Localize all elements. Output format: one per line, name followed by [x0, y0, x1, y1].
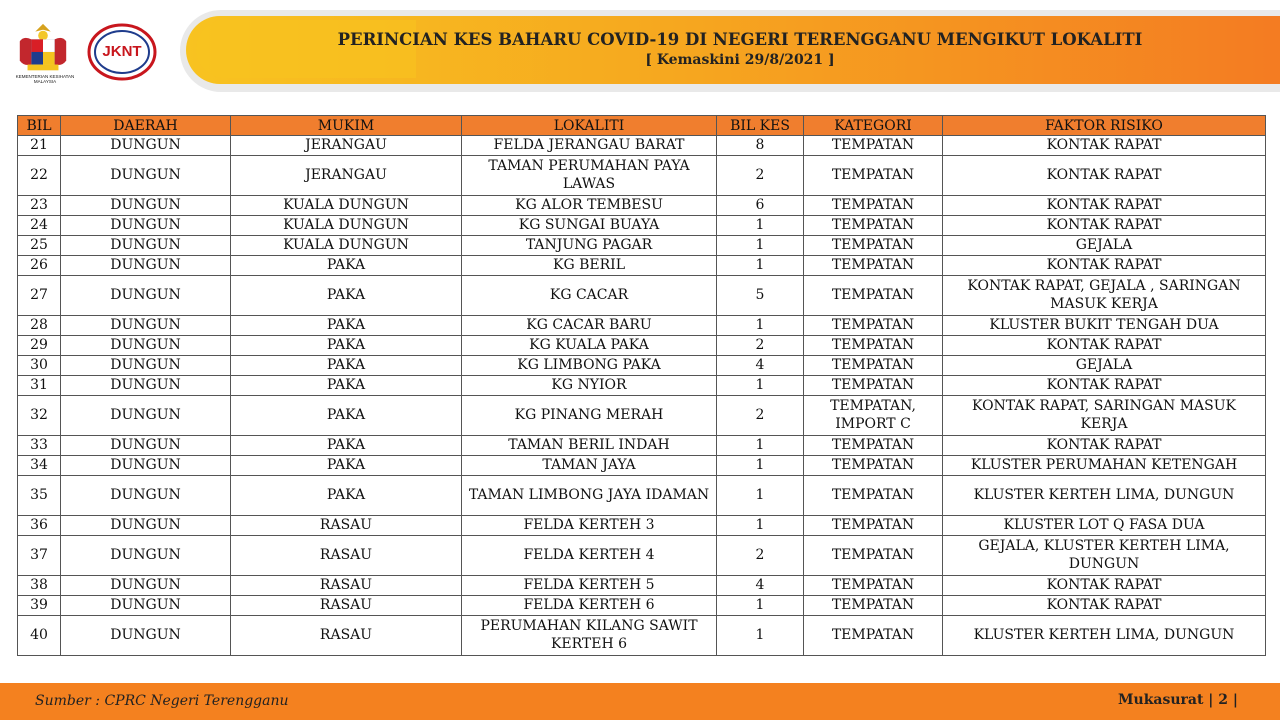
cell-lokaliti: FELDA KERTEH 6 — [462, 596, 717, 616]
cell-mukim: PAKA — [231, 276, 462, 316]
table-row — [18, 536, 1266, 576]
cell-lokaliti: TANJUNG PAGAR — [462, 236, 717, 256]
cell-kategori: TEMPATAN — [804, 156, 943, 196]
cell-bil-kes: 1 — [717, 256, 804, 276]
cell-kategori: TEMPATAN, IMPORT C — [804, 396, 943, 436]
page-title: PERINCIAN KES BAHARU COVID-19 DI NEGERI TERENGGANU MENGIKUT LOKALITI — [337, 30, 1143, 49]
cell-kategori: TEMPATAN — [804, 216, 943, 236]
cell-bil-kes: 1 — [717, 456, 804, 476]
cell-faktor-risiko: KONTAK RAPAT — [943, 436, 1266, 456]
cell-kategori: TEMPATAN — [804, 196, 943, 216]
cell-lokaliti: FELDA KERTEH 4 — [462, 536, 717, 576]
coat-of-arms-icon — [14, 22, 72, 80]
cell-daerah: DUNGUN — [61, 216, 231, 236]
cell-daerah: DUNGUN — [61, 316, 231, 336]
cell-bil: 32 — [18, 396, 61, 436]
table-row — [18, 436, 1266, 456]
cell-bil: 36 — [18, 516, 61, 536]
cell-bil: 27 — [18, 276, 61, 316]
cell-faktor-risiko: KONTAK RAPAT — [943, 196, 1266, 216]
cell-bil: 22 — [18, 156, 61, 196]
cell-bil: 23 — [18, 196, 61, 216]
cell-mukim: RASAU — [231, 616, 462, 656]
column-header-mukim: MUKIM — [231, 116, 462, 136]
cell-bil: 31 — [18, 376, 61, 396]
cell-lokaliti: TAMAN PERUMAHAN PAYA LAWAS — [462, 156, 717, 196]
cell-lokaliti: KG PINANG MERAH — [462, 396, 717, 436]
cell-mukim: PAKA — [231, 356, 462, 376]
cell-kategori: TEMPATAN — [804, 376, 943, 396]
table-row — [18, 316, 1266, 336]
cell-lokaliti: TAMAN BERIL INDAH — [462, 436, 717, 456]
cell-mukim: PAKA — [231, 336, 462, 356]
cell-lokaliti: PERUMAHAN KILANG SAWIT KERTEH 6 — [462, 616, 717, 656]
cell-bil-kes: 2 — [717, 336, 804, 356]
table-row — [18, 256, 1266, 276]
cell-daerah: DUNGUN — [61, 576, 231, 596]
cell-bil-kes: 6 — [717, 196, 804, 216]
cell-faktor-risiko: KONTAK RAPAT, GEJALA , SARINGAN MASUK KERJA — [943, 276, 1266, 316]
cell-lokaliti: KG LIMBONG PAKA — [462, 356, 717, 376]
cell-bil: 39 — [18, 596, 61, 616]
page-subtitle: [ Kemaskini 29/8/2021 ] — [645, 52, 835, 68]
column-header-faktor-risiko: FAKTOR RISIKO — [943, 116, 1266, 136]
cell-bil: 26 — [18, 256, 61, 276]
cell-daerah: DUNGUN — [61, 536, 231, 576]
cell-lokaliti: FELDA KERTEH 3 — [462, 516, 717, 536]
cell-lokaliti: TAMAN LIMBONG JAYA IDAMAN — [462, 476, 717, 516]
cell-kategori: TEMPATAN — [804, 356, 943, 376]
cell-mukim: RASAU — [231, 516, 462, 536]
cell-kategori: TEMPATAN — [804, 516, 943, 536]
cell-daerah: DUNGUN — [61, 516, 231, 536]
cell-lokaliti: KG KUALA PAKA — [462, 336, 717, 356]
cell-bil-kes: 2 — [717, 536, 804, 576]
cell-faktor-risiko: KLUSTER KERTEH LIMA, DUNGUN — [943, 616, 1266, 656]
cell-mukim: PAKA — [231, 476, 462, 516]
cell-faktor-risiko: KLUSTER BUKIT TENGAH DUA — [943, 316, 1266, 336]
cell-kategori: TEMPATAN — [804, 256, 943, 276]
cell-faktor-risiko: KONTAK RAPAT — [943, 216, 1266, 236]
cell-bil: 21 — [18, 136, 61, 156]
cell-daerah: DUNGUN — [61, 456, 231, 476]
cell-daerah: DUNGUN — [61, 356, 231, 376]
cell-lokaliti: KG NYIOR — [462, 376, 717, 396]
cell-bil: 38 — [18, 576, 61, 596]
cell-bil-kes: 1 — [717, 516, 804, 536]
table-row — [18, 616, 1266, 656]
cell-daerah: DUNGUN — [61, 476, 231, 516]
table-row — [18, 376, 1266, 396]
cell-bil-kes: 1 — [717, 216, 804, 236]
cell-mukim: RASAU — [231, 576, 462, 596]
cell-bil: 35 — [18, 476, 61, 516]
cell-kategori: TEMPATAN — [804, 536, 943, 576]
cell-daerah: DUNGUN — [61, 156, 231, 196]
cell-mukim: PAKA — [231, 436, 462, 456]
cell-mukim: KUALA DUNGUN — [231, 216, 462, 236]
cell-bil: 25 — [18, 236, 61, 256]
cell-bil-kes: 2 — [717, 156, 804, 196]
cell-faktor-risiko: KONTAK RAPAT — [943, 576, 1266, 596]
cell-daerah: DUNGUN — [61, 336, 231, 356]
cell-bil: 37 — [18, 536, 61, 576]
cell-bil: 29 — [18, 336, 61, 356]
cell-bil-kes: 4 — [717, 576, 804, 596]
cell-mukim: KUALA DUNGUN — [231, 196, 462, 216]
cases-table — [17, 115, 1266, 656]
cell-daerah: DUNGUN — [61, 436, 231, 456]
table-row — [18, 156, 1266, 196]
cell-bil-kes: 5 — [717, 276, 804, 316]
cell-kategori: TEMPATAN — [804, 476, 943, 516]
cell-daerah: DUNGUN — [61, 396, 231, 436]
cell-bil-kes: 1 — [717, 596, 804, 616]
cell-daerah: DUNGUN — [61, 276, 231, 316]
cell-bil: 28 — [18, 316, 61, 336]
cell-bil: 34 — [18, 456, 61, 476]
cell-kategori: TEMPATAN — [804, 136, 943, 156]
cell-faktor-risiko: GEJALA, KLUSTER KERTEH LIMA, DUNGUN — [943, 536, 1266, 576]
cell-bil: 24 — [18, 216, 61, 236]
cell-bil-kes: 1 — [717, 476, 804, 516]
cell-faktor-risiko: KONTAK RAPAT, SARINGAN MASUK KERJA — [943, 396, 1266, 436]
cell-mukim: PAKA — [231, 456, 462, 476]
banner-highlight — [196, 20, 416, 78]
cell-lokaliti: FELDA KERTEH 5 — [462, 576, 717, 596]
cell-faktor-risiko: KLUSTER LOT Q FASA DUA — [943, 516, 1266, 536]
cell-bil-kes: 1 — [717, 236, 804, 256]
cell-faktor-risiko: KONTAK RAPAT — [943, 596, 1266, 616]
crest-caption: KEMENTERIAN KESIHATAN MALAYSIA — [15, 74, 75, 84]
cell-bil-kes: 2 — [717, 396, 804, 436]
cell-faktor-risiko: KLUSTER PERUMAHAN KETENGAH — [943, 456, 1266, 476]
cell-kategori: TEMPATAN — [804, 276, 943, 316]
cell-daerah: DUNGUN — [61, 616, 231, 656]
table-row — [18, 276, 1266, 316]
cell-faktor-risiko: KONTAK RAPAT — [943, 336, 1266, 356]
cell-daerah: DUNGUN — [61, 596, 231, 616]
cell-faktor-risiko: KONTAK RAPAT — [943, 376, 1266, 396]
cell-bil-kes: 1 — [717, 316, 804, 336]
cell-faktor-risiko: KLUSTER KERTEH LIMA, DUNGUN — [943, 476, 1266, 516]
cell-mukim: RASAU — [231, 536, 462, 576]
cell-mukim: JERANGAU — [231, 156, 462, 196]
cell-mukim: PAKA — [231, 376, 462, 396]
cell-daerah: DUNGUN — [61, 256, 231, 276]
cell-kategori: TEMPATAN — [804, 576, 943, 596]
cell-lokaliti: KG CACAR BARU — [462, 316, 717, 336]
cell-daerah: DUNGUN — [61, 236, 231, 256]
cell-bil-kes: 1 — [717, 616, 804, 656]
table-row — [18, 196, 1266, 216]
column-header-kategori: KATEGORI — [804, 116, 943, 136]
page-number: Mukasurat | 2 | — [1118, 692, 1238, 708]
table-row — [18, 456, 1266, 476]
cell-daerah: DUNGUN — [61, 136, 231, 156]
table-row — [18, 476, 1266, 516]
cell-kategori: TEMPATAN — [804, 236, 943, 256]
cell-faktor-risiko: GEJALA — [943, 236, 1266, 256]
cell-faktor-risiko: KONTAK RAPAT — [943, 156, 1266, 196]
cell-faktor-risiko: GEJALA — [943, 356, 1266, 376]
table-row — [18, 516, 1266, 536]
cell-kategori: TEMPATAN — [804, 596, 943, 616]
cell-bil: 30 — [18, 356, 61, 376]
cell-bil-kes: 1 — [717, 376, 804, 396]
cell-lokaliti: KG CACAR — [462, 276, 717, 316]
table-row — [18, 336, 1266, 356]
cell-mukim: PAKA — [231, 396, 462, 436]
cell-kategori: TEMPATAN — [804, 456, 943, 476]
source-note: Sumber : CPRC Negeri Terengganu — [35, 693, 289, 709]
table-header-row — [18, 116, 1266, 136]
cell-lokaliti: FELDA JERANGAU BARAT — [462, 136, 717, 156]
table-row — [18, 596, 1266, 616]
cell-lokaliti: TAMAN JAYA — [462, 456, 717, 476]
cell-bil: 40 — [18, 616, 61, 656]
cell-faktor-risiko: KONTAK RAPAT — [943, 256, 1266, 276]
cell-lokaliti: KG SUNGAI BUAYA — [462, 216, 717, 236]
table-body — [18, 136, 1266, 656]
cell-daerah: DUNGUN — [61, 376, 231, 396]
cell-mukim: KUALA DUNGUN — [231, 236, 462, 256]
table-row — [18, 216, 1266, 236]
cell-bil-kes: 1 — [717, 436, 804, 456]
cell-kategori: TEMPATAN — [804, 436, 943, 456]
cell-bil-kes: 4 — [717, 356, 804, 376]
column-header-bil: BIL — [18, 116, 61, 136]
cell-mukim: PAKA — [231, 316, 462, 336]
column-header-daerah: DAERAH — [61, 116, 231, 136]
cell-kategori: TEMPATAN — [804, 616, 943, 656]
cell-bil-kes: 8 — [717, 136, 804, 156]
footer-bar — [0, 683, 1280, 720]
column-header-lokaliti: LOKALITI — [462, 116, 717, 136]
table-row — [18, 356, 1266, 376]
cell-kategori: TEMPATAN — [804, 316, 943, 336]
table-row — [18, 136, 1266, 156]
cell-mukim: JERANGAU — [231, 136, 462, 156]
cell-faktor-risiko: KONTAK RAPAT — [943, 136, 1266, 156]
cell-bil: 33 — [18, 436, 61, 456]
cell-kategori: TEMPATAN — [804, 336, 943, 356]
table-row — [18, 396, 1266, 436]
cell-lokaliti: KG ALOR TEMBESU — [462, 196, 717, 216]
jknt-logo-text: JKNT — [102, 43, 142, 60]
logo-group — [10, 18, 170, 88]
cell-mukim: RASAU — [231, 596, 462, 616]
cell-lokaliti: KG BERIL — [462, 256, 717, 276]
cell-mukim: PAKA — [231, 256, 462, 276]
table-row — [18, 236, 1266, 256]
table-row — [18, 576, 1266, 596]
cell-daerah: DUNGUN — [61, 196, 231, 216]
jknt-logo-icon — [86, 22, 158, 82]
column-header-bil-kes: BIL KES — [717, 116, 804, 136]
